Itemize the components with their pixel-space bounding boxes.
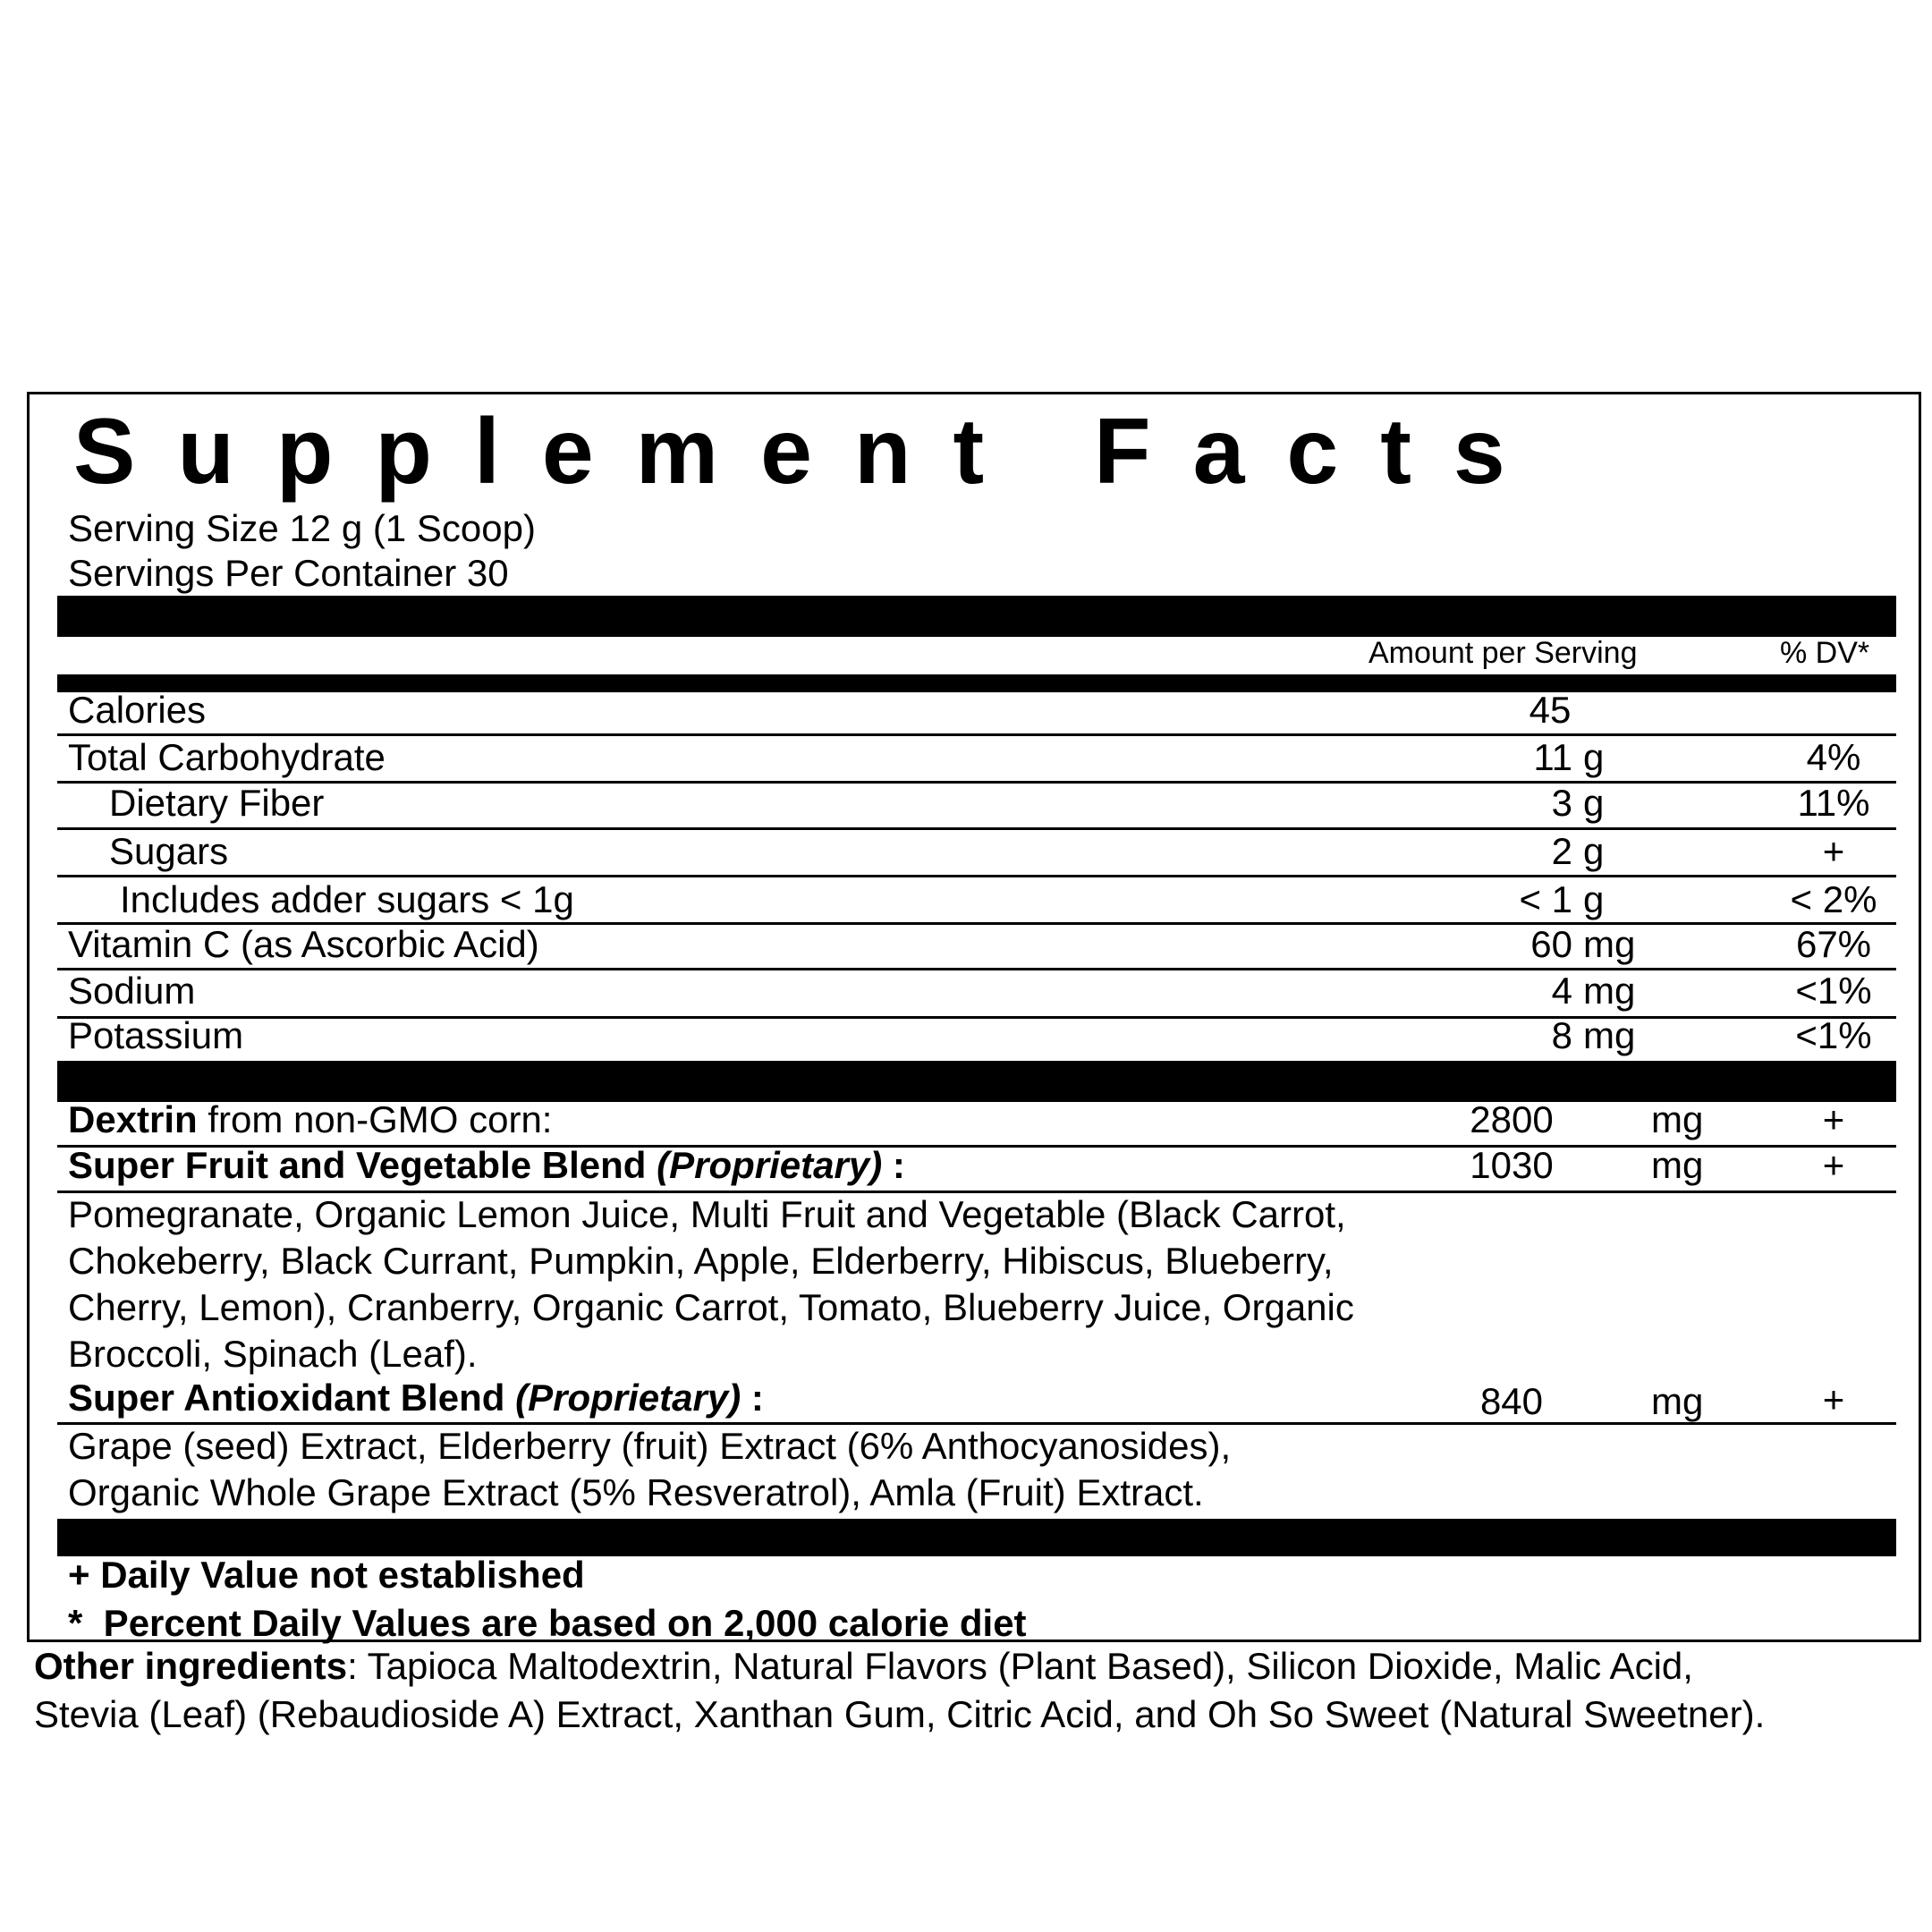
serving-size: Serving Size 12 g (1 Scoop): [68, 507, 536, 549]
footnote-dv-not-established: + Daily Value not established: [68, 1554, 585, 1596]
nutrient-name: Sugars: [109, 830, 229, 872]
blend-dv: +: [1822, 1378, 1845, 1420]
blend-unit: mg: [1651, 1098, 1704, 1140]
other-ingredients: [34, 1642, 1765, 1739]
nutrient-unit: g: [1583, 830, 1605, 872]
blend-amount: 2800: [1470, 1098, 1554, 1140]
nutrient-dv: 4%: [1806, 736, 1861, 778]
nutrient-amount: 3: [1551, 782, 1572, 824]
footnote-percent-dv: * Percent Daily Values are based on 2,000 calorie diet: [68, 1602, 1027, 1644]
nutrient-unit: g: [1583, 878, 1605, 920]
nutrient-unit: g: [1583, 782, 1605, 824]
nutrient-name: Vitamin C (as Ascorbic Acid): [68, 923, 539, 965]
nutrient-amount: 11: [1533, 736, 1572, 778]
nutrient-unit: g: [1583, 736, 1605, 778]
nutrient-dv: < 2%: [1790, 878, 1877, 920]
blend-name-line: [68, 1141, 905, 1190]
nutrient-amount: 4: [1551, 970, 1572, 1012]
blend-colon: :: [741, 1377, 764, 1419]
nutrient-name: Sodium: [68, 970, 196, 1012]
blend-dv: +: [1822, 1098, 1845, 1140]
nutrient-name: Includes adder sugars < 1g: [120, 878, 574, 920]
row-rule: [57, 827, 1896, 830]
blend-ingredients: Pomegranate, Organic Lemon Juice, Multi Fruit and Vegetable (Black Carrot, Chokeberry, Black Currant, Pumpkin, Apple, Elderberry, Hibiscus, Blueberry, Cherry, Lemon), Cranberry, Organic Carrot, Tomato, Blueberry Juice, Organic Broccoli, Spinach (Leaf).: [68, 1193, 1354, 1375]
blend-name: Dextrin: [68, 1098, 198, 1140]
nutrient-dv: 67%: [1795, 923, 1872, 965]
blend-unit: mg: [1651, 1380, 1704, 1422]
thick-divider-top: [57, 596, 1896, 637]
nutrient-amount: < 1: [1519, 878, 1572, 920]
nutrient-amount: 60: [1530, 923, 1572, 965]
blend-amount: 1030: [1470, 1144, 1554, 1186]
nutrient-dv: <1%: [1795, 970, 1872, 1012]
blend-name: Super Fruit and Vegetable Blend: [68, 1144, 657, 1186]
blend-name-line: [68, 1096, 552, 1144]
nutrient-unit: mg: [1583, 970, 1636, 1012]
nutrient-amount: 2: [1551, 830, 1572, 872]
nutrient-amount: 45: [1529, 689, 1572, 731]
nutrient-dv: 11%: [1797, 782, 1870, 824]
other-ingredients-text: : Tapioca Maltodextrin, Natural Flavors (Plant Based), Silicon Dioxide, Malic Acid, Stevia (Leaf) (Rebaudioside A) Extract, Xanthan Gum, Citric Acid, and Oh So Sweet (Natural Sweetner).: [34, 1645, 1766, 1735]
other-ingredients-label: Other ingredients: [34, 1645, 348, 1687]
blend-qualifier: from non-GMO corn:: [197, 1098, 553, 1140]
amount-per-serving-header: Amount per Serving: [1368, 636, 1638, 670]
servings-per-container: Servings Per Container 30: [68, 552, 509, 594]
blend-name-line: [68, 1374, 764, 1422]
blend-dv: +: [1822, 1144, 1845, 1186]
nutrient-name: Dietary Fiber: [109, 782, 325, 824]
nutrient-name: Calories: [68, 689, 207, 731]
thick-divider-header: [57, 674, 1896, 692]
nutrient-dv: +: [1822, 830, 1845, 872]
blend-amount: 840: [1479, 1380, 1544, 1422]
nutrient-unit: mg: [1583, 923, 1636, 965]
panel-title: Supplement Facts: [73, 400, 1547, 504]
nutrient-amount: 8: [1551, 1014, 1572, 1056]
nutrient-dv: <1%: [1795, 1014, 1872, 1056]
nutrient-name: Total Carbohydrate: [68, 736, 386, 778]
dv-header: % DV*: [1780, 636, 1870, 670]
blend-qualifier: (Proprietary): [657, 1144, 883, 1186]
blend-name: Super Antioxidant Blend: [68, 1377, 516, 1419]
blend-qualifier: (Proprietary): [515, 1377, 741, 1419]
blend-unit: mg: [1651, 1144, 1704, 1186]
blend-colon: :: [882, 1144, 905, 1186]
blend-ingredients: Grape (seed) Extract, Elderberry (fruit) Extract (6% Anthocyanosides), Organic Whole Grape Extract (5% Resveratrol), Amla (Fruit) Extract.: [68, 1425, 1232, 1513]
nutrient-name: Potassium: [68, 1014, 244, 1056]
row-rule: [57, 781, 1896, 784]
nutrient-unit: mg: [1583, 1014, 1636, 1056]
